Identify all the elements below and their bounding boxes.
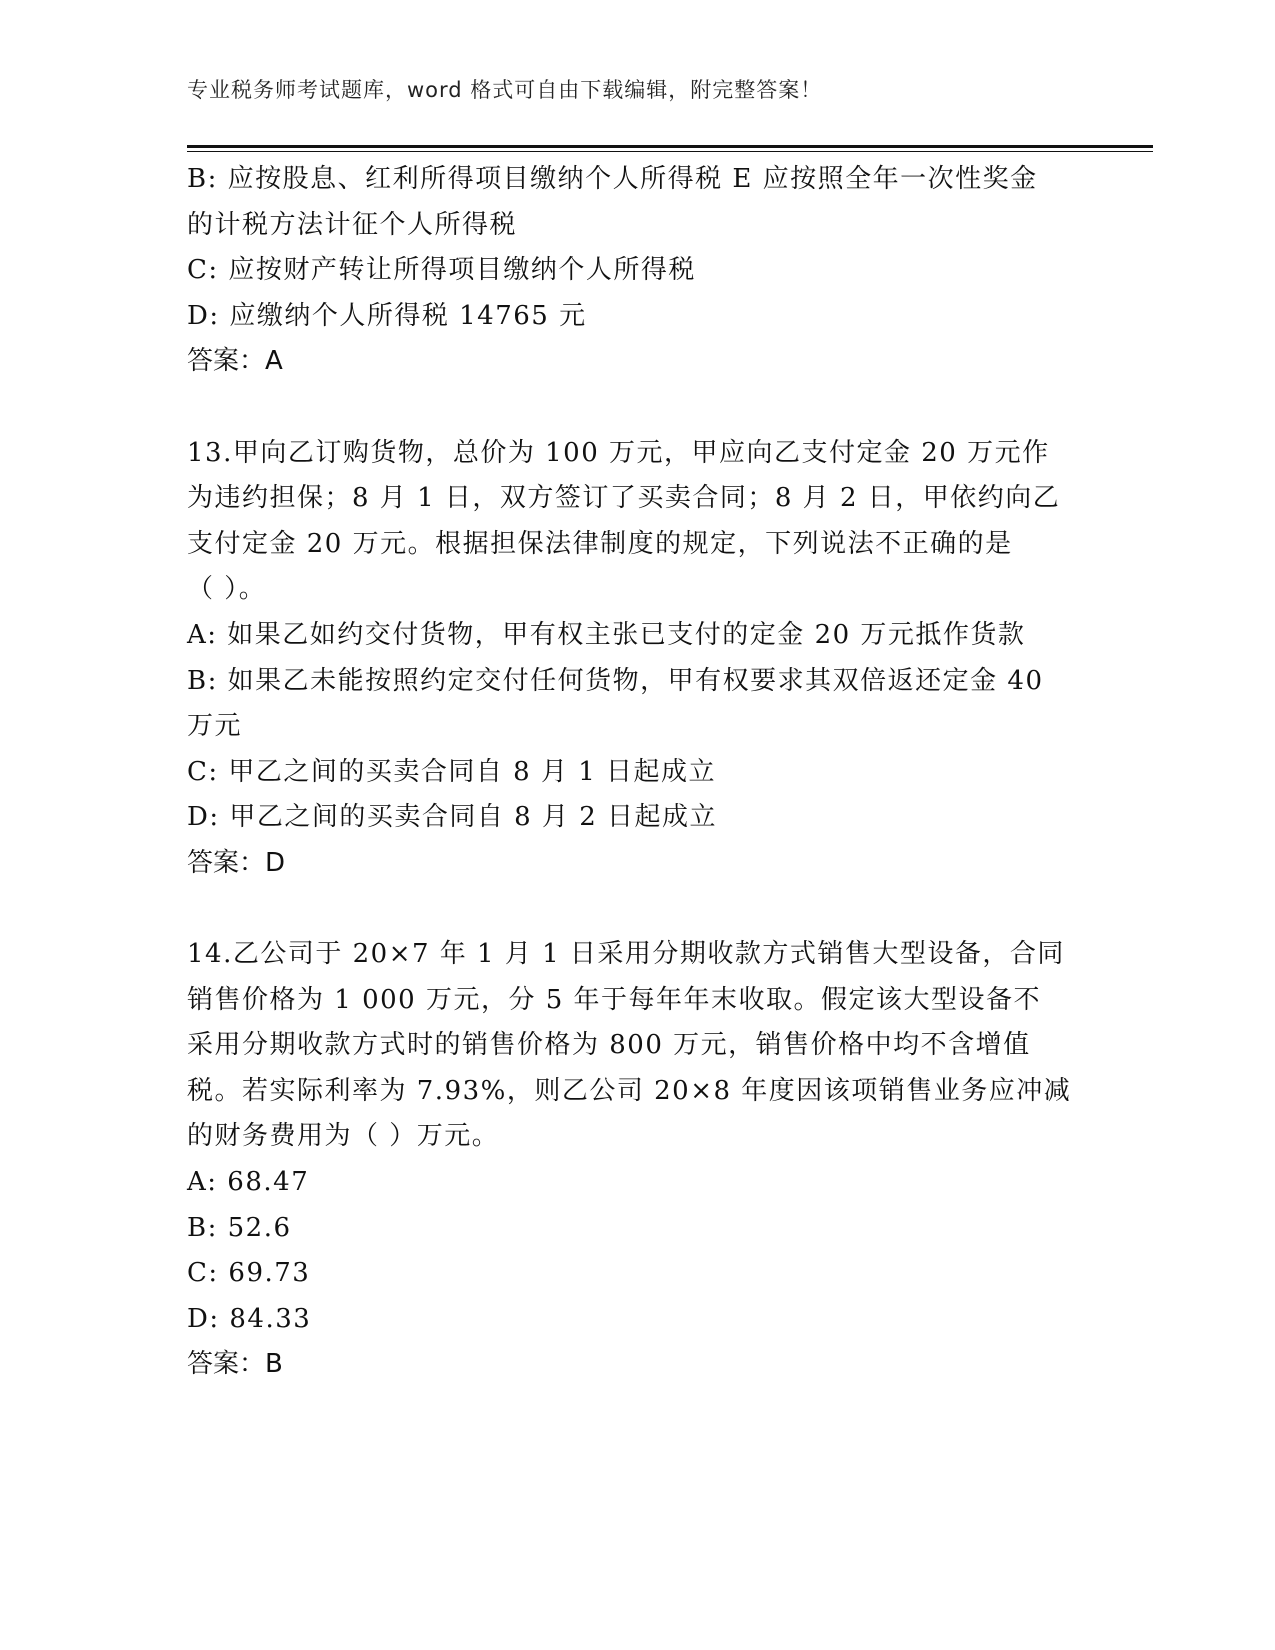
q14-option-d: D: 84.33 <box>187 1303 312 1334</box>
q13-stem-line2: 为违约担保；8 月 1 日，双方签订了买卖合同；8 月 2 日，甲依约向乙 <box>187 483 1061 514</box>
question-12 <box>187 157 1087 385</box>
q14-option-b: B: 52.6 <box>187 1212 292 1243</box>
q12-option-c: C: 应按财产转让所得项目缴纳个人所得税 <box>187 255 696 286</box>
document-body <box>187 157 1087 1388</box>
header-rule-thick <box>187 145 1153 148</box>
spacer <box>187 385 1087 431</box>
q13-option-b-line2: 万元 <box>187 711 243 742</box>
q14-stem-line3: 采用分期收款方式时的销售价格为 800 万元，销售价格中均不含增值 <box>187 1030 1031 1061</box>
q13-stem-line1: 13.甲向乙订购货物，总价为 100 万元，甲应向乙支付定金 20 万元作 <box>187 437 1050 468</box>
q14-answer: 答案：B <box>187 1349 283 1380</box>
q14-stem-line4: 税。若实际利率为 7.93%，则乙公司 20×8 年度因该项销售业务应冲减 <box>187 1075 1072 1106</box>
question-14 <box>187 932 1087 1388</box>
q13-stem-line3: 支付定金 20 万元。根据担保法律制度的规定，下列说法不正确的是 <box>187 528 1013 559</box>
q12-option-b-line2: 的计税方法计征个人所得税 <box>187 209 518 240</box>
q12-answer: 答案：A <box>187 346 283 377</box>
page-header: 专业税务师考试题库，word 格式可自由下载编辑，附完整答案！ <box>187 78 823 102</box>
q14-stem-line5: 的财务费用为（ ）万元。 <box>187 1121 500 1152</box>
q12-option-d: D: 应缴纳个人所得税 14765 元 <box>187 300 587 331</box>
q13-answer: 答案：D <box>187 847 286 878</box>
header-rule-thin <box>187 151 1153 152</box>
q14-option-c: C: 69.73 <box>187 1258 311 1289</box>
q13-stem-line4: （ ）。 <box>187 574 267 605</box>
q12-option-b-line1: B: 应按股息、红利所得项目缴纳个人所得税 E 应按照全年一次性奖金 <box>187 164 1038 194</box>
q14-option-a: A: 68.47 <box>187 1167 310 1198</box>
spacer <box>187 887 1087 933</box>
question-13 <box>187 431 1087 887</box>
q13-option-b-line1: B: 如果乙未能按照约定交付任何货物，甲有权要求其双倍返还定金 40 <box>187 665 1044 696</box>
q13-option-c: C: 甲乙之间的买卖合同自 8 月 1 日起成立 <box>187 756 717 787</box>
q14-stem-line1: 14.乙公司于 20×7 年 1 月 1 日采用分期收款方式销售大型设备，合同 <box>187 939 1065 970</box>
q13-option-a: A: 如果乙如约交付货物，甲有权主张已支付的定金 20 万元抵作货款 <box>187 619 1026 650</box>
q14-stem-line2: 销售价格为 1 000 万元，分 5 年于每年年末收取。假定该大型设备不 <box>187 984 1042 1015</box>
q13-option-d: D: 甲乙之间的买卖合同自 8 月 2 日起成立 <box>187 802 718 833</box>
